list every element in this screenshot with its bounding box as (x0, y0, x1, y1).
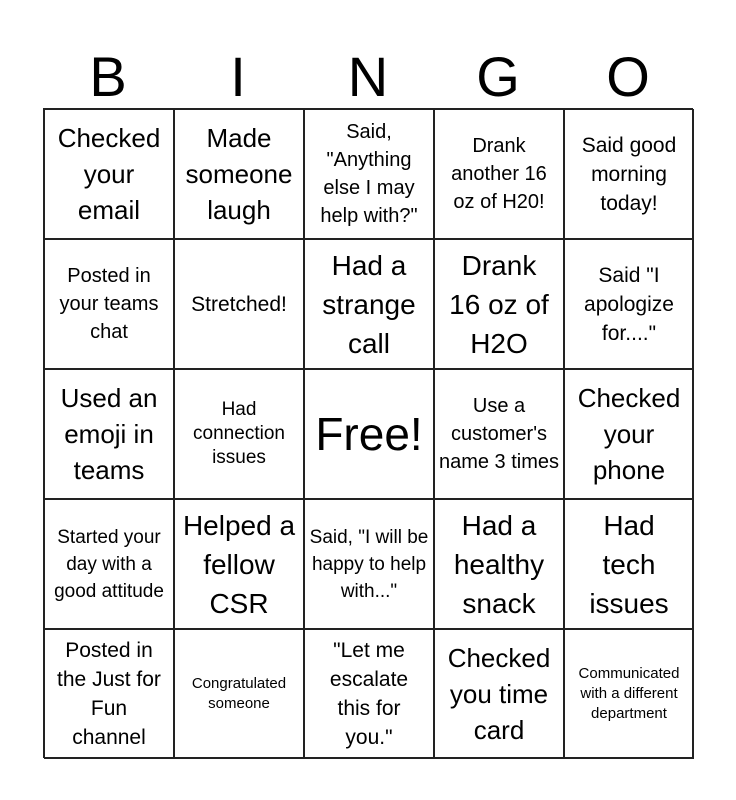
bingo-cell-1-4[interactable]: Drank another 16 oz of H20! (434, 109, 564, 239)
bingo-cell-5-4[interactable]: Checked you time card (434, 629, 564, 759)
bingo-cell-5-5[interactable]: Communicated with a different department (564, 629, 694, 759)
bingo-cell-2-2[interactable]: Stretched! (174, 239, 304, 369)
bingo-cell-4-5[interactable]: Had tech issues (564, 499, 694, 629)
header-letter-g: G (476, 45, 520, 108)
bingo-cell-2-5[interactable]: Said "I apologize for...." (564, 239, 694, 369)
bingo-cell-5-3[interactable]: "Let me escalate this for you." (304, 629, 434, 759)
bingo-cell-4-2[interactable]: Helped a fellow CSR (174, 499, 304, 629)
header-letter-n: N (347, 45, 389, 108)
header-letter-i: I (230, 45, 246, 108)
bingo-cell-4-3[interactable]: Said, "I will be happy to help with..." (304, 499, 434, 629)
bingo-cell-3-2[interactable]: Had connection issues (174, 369, 304, 499)
bingo-cell-2-4[interactable]: Drank 16 oz of H2O (434, 239, 564, 369)
bingo-grid (43, 108, 693, 758)
bingo-cell-2-1[interactable]: Posted in your teams chat (44, 239, 174, 369)
bingo-cell-5-2[interactable]: Congratulated someone (174, 629, 304, 759)
bingo-cell-1-3[interactable]: Said, "Anything else I may help with?" (304, 109, 434, 239)
bingo-cell-3-1[interactable]: Used an emoji in teams (44, 369, 174, 499)
bingo-cell-3-4[interactable]: Use a customer's name 3 times (434, 369, 564, 499)
header-letter-b: B (89, 45, 127, 108)
bingo-cell-3-3-free-space[interactable]: Free! (304, 369, 434, 499)
bingo-cell-5-1[interactable]: Posted in the Just for Fun channel (44, 629, 174, 759)
header-letter-o: O (606, 45, 650, 108)
bingo-cell-2-3[interactable]: Had a strange call (304, 239, 434, 369)
bingo-cell-3-5[interactable]: Checked your phone (564, 369, 694, 499)
bingo-header (43, 42, 693, 108)
bingo-cell-1-1[interactable]: Checked your email (44, 109, 174, 239)
bingo-cell-4-4[interactable]: Had a healthy snack (434, 499, 564, 629)
bingo-cell-1-5[interactable]: Said good morning today! (564, 109, 694, 239)
bingo-cell-4-1[interactable]: Started your day with a good attitude (44, 499, 174, 629)
bingo-cell-1-2[interactable]: Made someone laugh (174, 109, 304, 239)
